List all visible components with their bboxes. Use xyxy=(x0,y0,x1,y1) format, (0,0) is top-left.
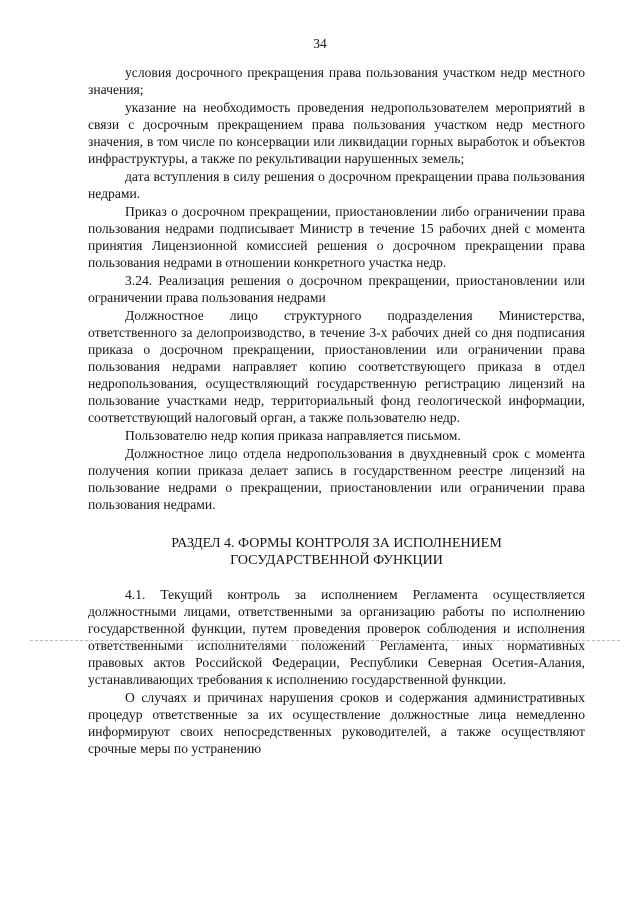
paragraph: 4.1. Текущий контроль за исполнением Регламента осуществляется должностными лицами, ответственными за организацию работы по исполнению государственной функции, путем проведения проверок соблюдения и исполнения ответственными исполнителями положений Регламента, иных нормативных правовых актов Российской Федерации, Республики Северная Осетия-Алания, устанавливающих требования к исполнению государственной функции. xyxy=(88,587,585,687)
paragraph: указание на необходимость проведения недропользователем мероприятий в связи с досрочным прекращением права пользования участком недр местного значения, в том числе по консервации или ликвидации горных выработок и объектов инфраструктуры, а также по рекультивации нарушенных земель; xyxy=(88,100,585,166)
paragraph: 3.24. Реализация решения о досрочном прекращении, приостановлении или ограничении права пользования недрами xyxy=(88,273,585,305)
section-heading xyxy=(88,535,585,569)
paragraph: Пользователю недр копия приказа направляется письмом. xyxy=(125,428,461,443)
paragraph: Должностное лицо структурного подразделения Министерства, ответственного за делопроизводство, в течение 3-х рабочих дней со дня подписания приказа о досрочном прекращении, приостановлении или ограничении права пользования недрами направляет копию соответствующего приказа в отдел недропользования, осуществляющий государственную регистрацию лицензий на пользование участками недр, территориальный фонд геологической информации, соответствующий налоговый орган, а также пользователю недр. xyxy=(88,308,585,425)
paragraph: О случаях и причинах нарушения сроков и содержания административных процедур ответственные за их осуществление должностные лица немедленно информируют своих непосредственных руководителей, а также осуществляют срочные меры по устранению xyxy=(88,690,585,756)
page-number: 34 xyxy=(313,36,327,51)
paragraph: Приказ о досрочном прекращении, приостановлении либо ограничении права пользования недрами подписывает Министр в течение 15 рабочих дней с момента принятия Лицензионной комиссией решения о досрочном прекращении права пользования недрами в отношении конкретного участка недр. xyxy=(88,204,585,270)
section-heading-line: ГОСУДАРСТВЕННОЙ ФУНКЦИИ xyxy=(230,553,443,568)
document-body xyxy=(88,64,585,758)
paragraph: Должностное лицо отдела недропользования в двухдневный срок с момента получения копии приказа делает запись в государственном реестре лицензий на пользование недрами о прекращении, приостановлении или ограничении права пользования недрами. xyxy=(88,446,585,512)
paragraph: дата вступления в силу решения о досрочном прекращении права пользования недрами. xyxy=(88,169,585,201)
paragraph: условия досрочного прекращения права пользования участком недр местного значения; xyxy=(88,65,585,97)
section-heading-line: РАЗДЕЛ 4. ФОРМЫ КОНТРОЛЯ ЗА ИСПОЛНЕНИЕМ xyxy=(171,536,502,551)
